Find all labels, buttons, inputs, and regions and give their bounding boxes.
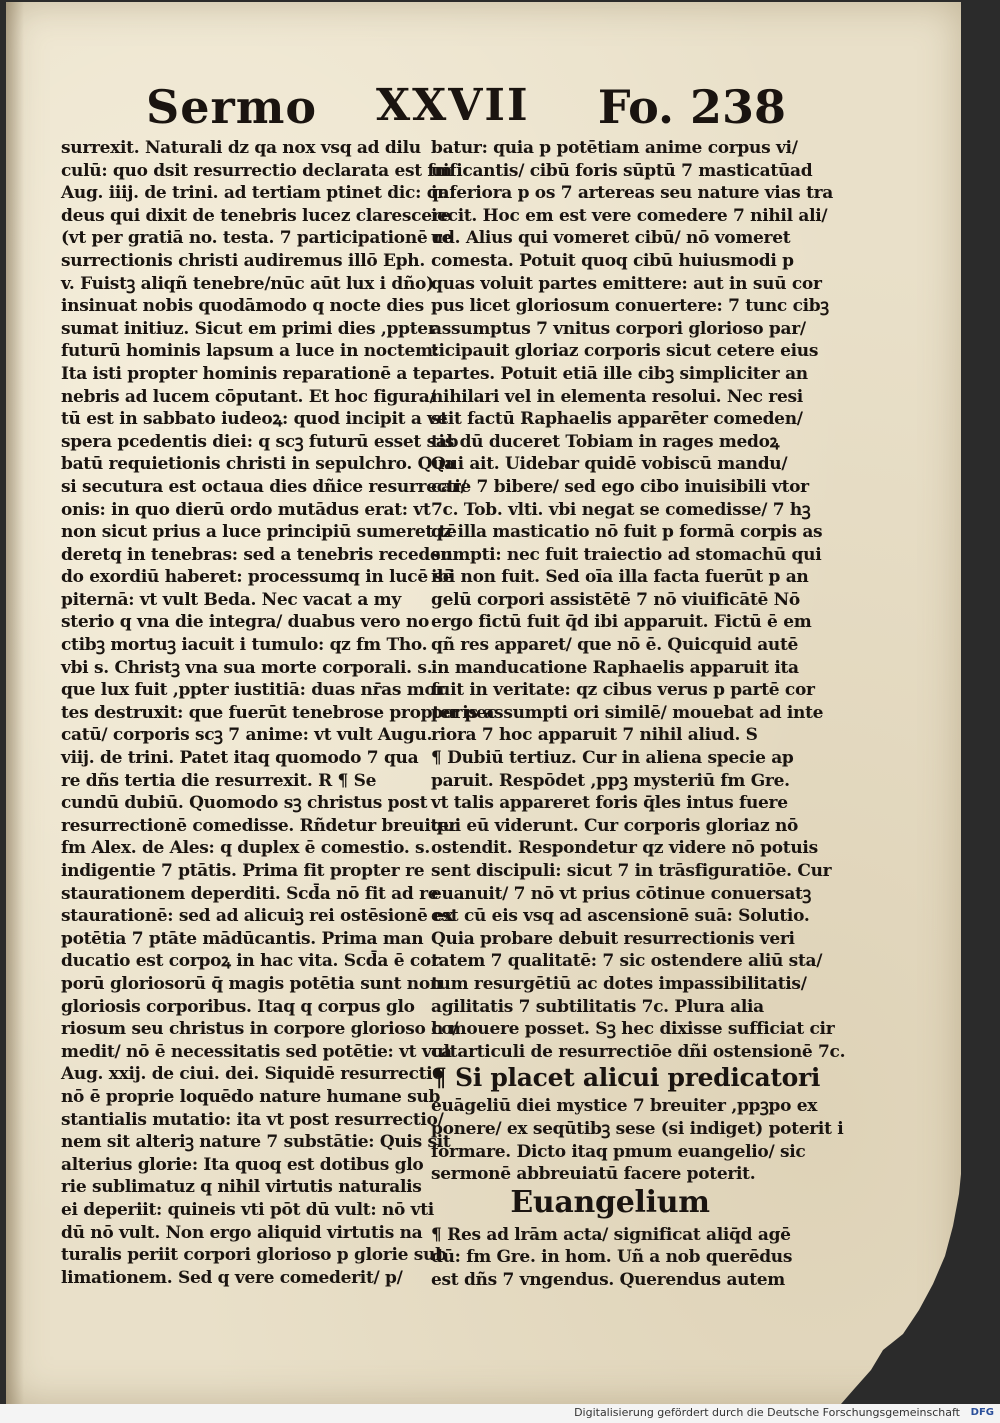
text-line: deus qui dixit de tenebris lucez clarescere — [61, 205, 451, 226]
text-line: catū/ corporis scꝫ 7 anime: vt vult Augu. — [61, 725, 433, 746]
text-line: in manducatione Raphaelis apparuit ita — [431, 657, 799, 678]
text-line: v. Fuistꝫ aliqñ tenebre/nūc aūt lux i dño) — [61, 273, 434, 294]
text-line: formare. Dicto itaq pmum euangelio/ sic — [431, 1141, 806, 1162]
text-line: ud. Alius qui vomeret cibū/ nō vomeret — [431, 228, 791, 249]
text-line: ¶ Dubiū tertiuz. Cur in aliena specie ap — [431, 748, 794, 769]
text-line: ticipauit gloriaz corporis sicut cetere eius — [431, 341, 819, 362]
text-line: h mouere posset. Sꝫ hec dixisse sufficiat cir — [431, 1019, 835, 1040]
text-line: sterio q vna die integra/ duabus vero no — [61, 612, 430, 633]
text-line: dū: fm Gre. in hom. Uñ a nob querēdus — [431, 1247, 793, 1268]
text-line: sumat initiuz. Sicut em primi dies ,ppter — [61, 318, 437, 339]
text-line: fm Alex. de Ales: q duplex ē comestio. s. — [61, 838, 430, 859]
text-line: batū requietionis christi in sepulchro. Qua — [61, 454, 455, 475]
text-line: uificantis/ cibū foris sūptū 7 masticatūad — [431, 160, 813, 181]
text-line: assumptus 7 vnitus corpori glorioso par/ — [431, 318, 806, 339]
text-line: qz illa masticatio nō fuit p formā corpis as — [431, 522, 823, 543]
text-line: Aug. xxij. de ciui. dei. Siquidē resurrectio — [61, 1064, 444, 1085]
text-line: deretq in tenebras: sed a tenebris receden — [61, 544, 453, 565]
text-line: vt talis appareret foris q̄les intus fuere — [431, 793, 788, 814]
text-line: sent discipuli: sicut 7 in trāsfiguratiōe. Cur — [431, 861, 832, 881]
text-line: ¶ Res ad lrām acta/ significat aliq̄d agē — [431, 1224, 791, 1245]
text-line: paruit. Respōdet ,ppꝫ mysteriū fm Gre. — [431, 770, 790, 791]
text-line: cundū dubiū. Quomodo sꝫ christus post — [61, 793, 428, 814]
text-line: piternā: vt vult Beda. Nec vacat a my — [61, 589, 401, 610]
text-line: staurationem deperditi. Scd̄a nō fit ad re — [61, 883, 439, 904]
text-line: quas voluit partes emittere: aut in suū cor — [431, 273, 822, 294]
text-line: indigentie 7 ptātis. Prima fit propter re — [61, 861, 425, 881]
text-line: sumpti: nec fuit traiectio ad stomachū qui — [431, 544, 822, 565]
right-column-text-a — [431, 137, 846, 1063]
text-line: inferiora p os 7 artereas seu nature vias tra — [431, 183, 833, 204]
section-title-evangelium: Euangelium — [510, 1184, 710, 1220]
text-line: viij. de trini. Patet itaq quomodo 7 qua — [61, 748, 419, 769]
left-column — [61, 137, 497, 1289]
text-line: batur: quia p potētiam anime corpus vi/ — [431, 138, 798, 158]
text-line: ducatio est corpoꝝ in hac vita. Scd̄a ē cor — [61, 951, 440, 972]
text-line: limationem. Sed q vere comederit/ p/ — [61, 1267, 403, 1288]
right-column-text-c — [431, 1224, 793, 1292]
text-line: ergo fictū fuit q̄d ibi apparuit. Fictū ē em — [431, 612, 812, 633]
preacher-heading: ¶ Si placet alicui predicatori — [431, 1063, 821, 1093]
text-line: vbi s. Christꝫ vna sua morte corporali. s. — [61, 657, 433, 678]
footer-bar — [0, 1404, 1000, 1423]
text-line: spera pcedentis diei: q scꝫ futurū esset sab — [61, 431, 459, 452]
right-column-text-b — [431, 1095, 844, 1185]
page-fold-shadow — [6, 2, 24, 1404]
text-line: Aug. iiij. de trini. ad tertiam ptinet dic: qa — [61, 183, 449, 204]
text-line: qñ res apparet/ que nō ē. Quicquid autē — [431, 635, 799, 656]
text-line: surrexit. Naturali dz qa nox vsq ad dilu — [61, 138, 421, 158]
text-line: poris assumpti ori similē/ mouebat ad inte — [431, 702, 824, 723]
header-sermo: Sermo — [146, 80, 318, 134]
folio-number: Fo. 238 — [597, 80, 786, 134]
text-line: si secutura est octaua dies dñice resurrecti/ — [61, 476, 467, 497]
text-line: sermonē abbreuiatū facere poterit. — [431, 1164, 756, 1185]
text-line: qui eū viderunt. Cur corporis gloriaz nō — [431, 815, 799, 836]
text-line: 7c. Tob. vlti. vbi negat se comedisse/ 7 hꝫ — [431, 499, 811, 520]
text-line: ostendit. Respondetur qz videre nō potuis — [431, 838, 818, 859]
right-column — [431, 137, 846, 1292]
text-line: fuit in veritate: qz cibus verus p partē cor — [431, 680, 815, 701]
header-number: XXVII — [376, 80, 530, 131]
text-line: nem sit alteriꝫ nature 7 substātie: Quis sit — [61, 1132, 451, 1153]
text-line: euāgeliū diei mystice 7 breuiter ,ppꝫpo ex — [431, 1096, 818, 1117]
text-line: nebris ad lucem cōputant. Et hoc figura/ — [61, 386, 436, 407]
text-line: tū est in sabbato iudeoꝝ: quod incipit a ve — [61, 409, 448, 430]
text-line: stantialis mutatio: ita vt post resurrectio/ — [61, 1109, 444, 1130]
text-line: comesta. Potuit quoq cibū huiusmodi p — [431, 250, 794, 271]
text-line: est dñs 7 vngendus. Querendus autem — [431, 1269, 785, 1290]
text-line: resurrectionē comedisse. Rñdetur breuiter — [61, 815, 458, 836]
text-line: care 7 bibere/ sed ego cibo inuisibili vtor — [431, 476, 809, 497]
text-line: onis: in quo dierū ordo mutādus erat: vt — [61, 499, 431, 520]
text-line: stit factū Raphaelis apparēter comeden/ — [431, 409, 803, 430]
text-line: porū gloriosorū q̄ magis potētia sunt non — [61, 973, 442, 994]
text-line: rie sublimatuz q nihil virtutis naturalis — [61, 1177, 422, 1198]
text-line: ponere/ ex seqūtibꝫ sese (si indiget) poterit i — [431, 1118, 844, 1139]
text-line: tatem 7 qualitatē: 7 sic ostendere aliū sta/ — [431, 951, 823, 972]
text-line: pus licet gloriosum conuertere: 7 tunc cibꝫ — [431, 296, 829, 317]
text-line: gelū corpori assistētē 7 nō viuificātē Nō — [431, 589, 800, 610]
text-line: tes destruxit: que fuerūt tenebrose propter pec — [61, 702, 497, 723]
text-line: tis dū duceret Tobiam in rages medoꝝ — [431, 431, 780, 452]
text-line: tum resurgētiū ac dotes impassibilitatis/ — [431, 973, 807, 994]
page-header — [146, 80, 786, 140]
text-line: partes. Potuit etiā ille cibꝫ simpliciter an — [431, 363, 808, 384]
text-line: turalis periit corpori glorioso p glorie sub — [61, 1245, 447, 1266]
footer-credit: Digitalisierung gefördert durch die Deutsche Forschungsgemeinschaft — [574, 1406, 960, 1419]
text-line: gloriosis corporibus. Itaq q corpus glo — [61, 996, 415, 1017]
text-line: nihilari vel in elementa resolui. Nec resi — [431, 386, 803, 407]
text-line: medit/ nō ē necessitatis sed potētie: vt vult — [61, 1041, 458, 1062]
text-line: (vt per gratiā no. testa. 7 participationē re — [61, 228, 453, 249]
text-line: do exordiū haberet: processumq in lucē sē — [61, 567, 454, 588]
text-line: ei deperiit: quineis vti pōt dū vult: nō vti — [61, 1199, 434, 1220]
text-line: ctibꝫ mortuꝫ iacuit i tumulo: qz fm Tho. — [61, 635, 428, 656]
text-line: dū nō vult. Non ergo aliquid virtutis na — [61, 1222, 423, 1243]
torn-corner — [841, 1174, 961, 1404]
book-page — [6, 2, 961, 1404]
text-line: potētia 7 ptāte mādūcantis. Prima man — [61, 928, 424, 949]
text-line: ibi non fuit. Sed oīa illa facta fuerūt p an — [431, 567, 809, 588]
text-line: Qui ait. Uidebar quidē vobiscū mandu/ — [431, 454, 788, 475]
text-line: culū: quo dsit resurrectio declarata est fm — [61, 160, 453, 181]
text-line: nō ē proprie loquēdo nature humane sub — [61, 1086, 441, 1107]
text-line: non sicut prius a luce principiū sumeret tē — [61, 522, 457, 543]
text-line: re dñs tertia die resurrexit. R ¶ Se — [61, 770, 377, 791]
text-line: iecit. Hoc em est vere comedere 7 nihil ali/ — [431, 205, 828, 226]
text-line: agilitatis 7 subtilitatis 7c. Plura alia — [431, 996, 764, 1017]
text-line: ca articuli de resurrectiōe dñi ostensionē 7c. — [431, 1041, 846, 1062]
text-line: est cū eis vsq ad ascensionē suā: Solutio. — [431, 906, 810, 927]
text-line: Quia probare debuit resurrectionis veri — [431, 928, 795, 949]
text-line: futurū hominis lapsum a luce in noctem: — [61, 341, 439, 362]
text-line: riora 7 hoc apparuit 7 nihil aliud. S — [431, 725, 758, 746]
text-line: insinuat nobis quodāmodo q nocte dies — [61, 296, 424, 317]
dfg-logo: DFG — [970, 1407, 994, 1418]
text-line: Ita isti propter hominis reparationē a te — [61, 363, 431, 384]
text-line: surrectionis christi audiremus illō Eph. — [61, 250, 425, 271]
text-line: staurationē: sed ad alicuiꝫ rei ostēsionē ex — [61, 906, 454, 927]
text-line: alterius glorie: Ita quoq est dotibus glo — [61, 1154, 424, 1175]
text-line: que lux fuit ,ppter iustitiā: duas nr̄as mor — [61, 680, 445, 701]
text-line: riosum seu christus in corpore glorioso co/ — [61, 1019, 459, 1040]
text-line: euanuit/ 7 nō vt prius cōtinue conuersatꝫ — [431, 883, 811, 904]
